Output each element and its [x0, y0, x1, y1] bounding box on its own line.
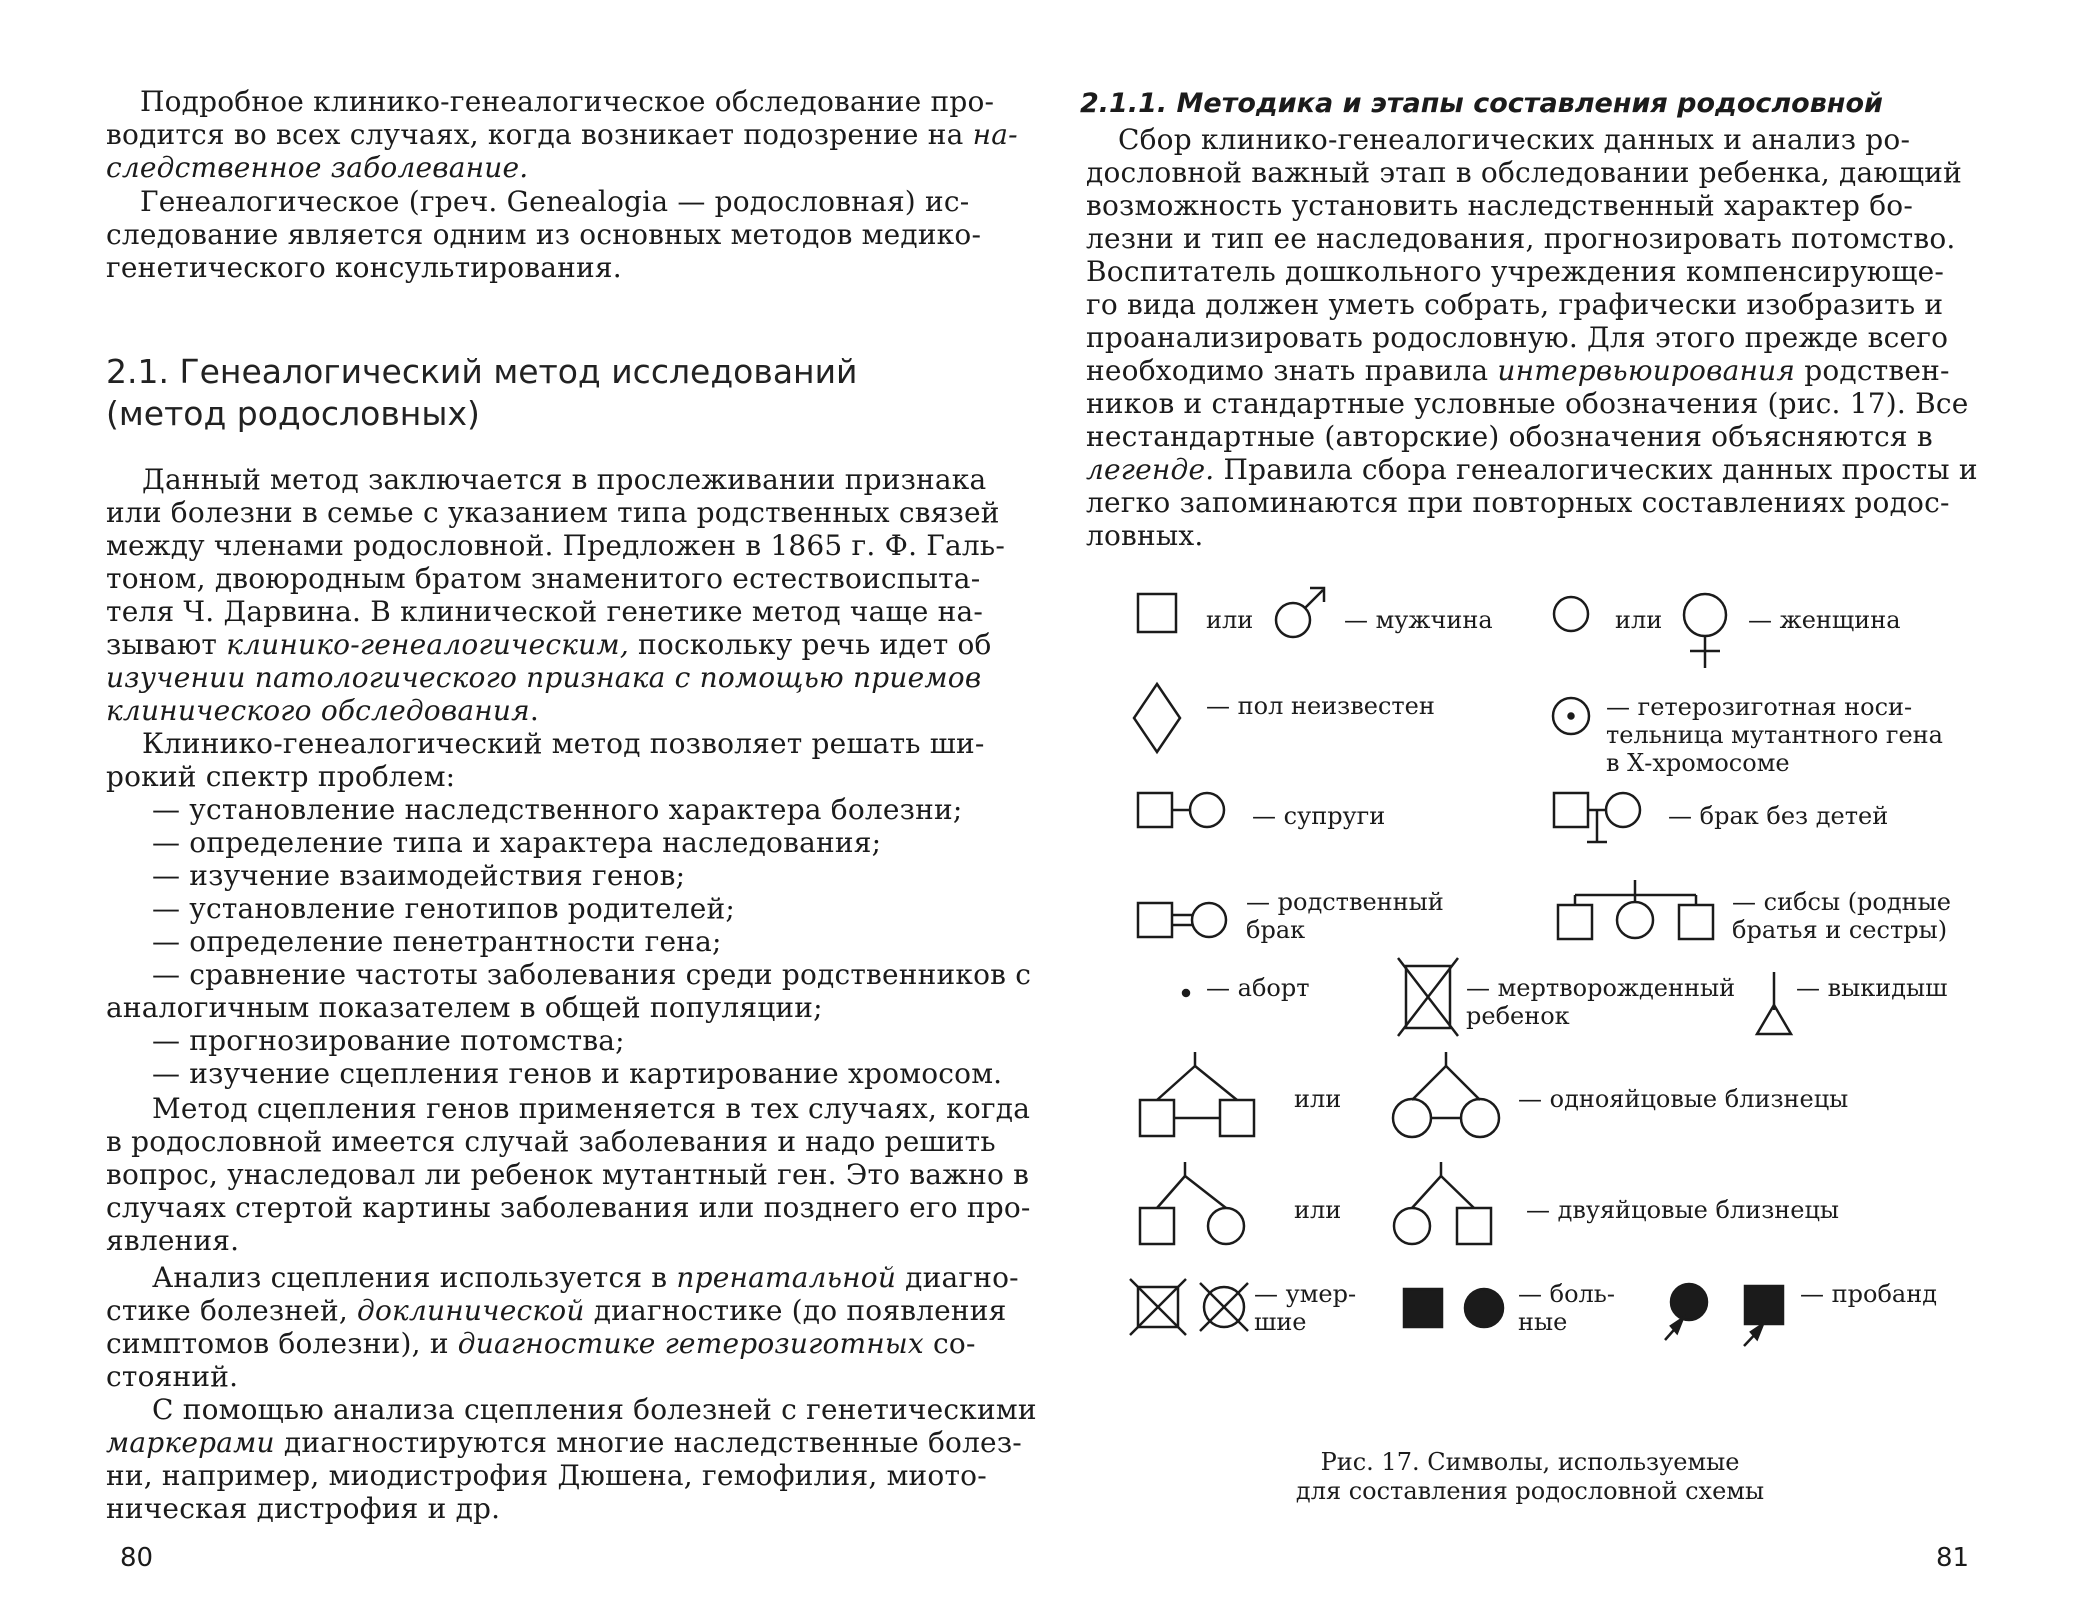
subsection-title: 2.1.1. Методика и этапы составления родословной — [1080, 88, 1883, 119]
para1-line-2: или болезни в семье с указанием типа родственных связей — [106, 496, 1000, 529]
childless-marriage-icon — [1554, 793, 1640, 842]
body-line-10: нестандартные (авторские) обозначения объясняются в — [1086, 420, 1933, 453]
body-line-1: Сбор клинико-генеалогических данных и анализ ро- — [1118, 123, 1911, 156]
mono-twins-label: — однояйцовые близнецы — [1518, 1085, 1849, 1113]
spouses-icon — [1138, 793, 1224, 827]
siblings-label-1: — сибсы (родные — [1732, 888, 1951, 916]
di-twins-circle-square-icon — [1394, 1162, 1491, 1244]
para1-line-4: тоном, двоюродным братом знаменитого естествоиспыта- — [106, 562, 981, 595]
page-number-left: 80 — [120, 1543, 154, 1573]
stillborn-label-2: ребенок — [1466, 1002, 1570, 1030]
list-item: аналогичным показателем в общей популяции; — [106, 991, 823, 1024]
affected-label-1: — боль- — [1518, 1280, 1615, 1308]
list-item: — определение типа и характера наследования; — [152, 826, 882, 859]
list-item: — определение пенетрантности гена; — [152, 925, 722, 958]
section-title-line-2: (метод родословных) — [106, 394, 480, 433]
para3-line-2: в родословной имеется случай заболевания и надо решить — [106, 1125, 996, 1158]
para3-line-5: явления. — [106, 1224, 240, 1257]
sex-unknown-label: — пол неизвестен — [1206, 692, 1435, 720]
para1-line-1: Данный метод заключается в прослеживании признака — [142, 463, 987, 496]
di-twins-label: — двуяйцовые близнецы — [1526, 1196, 1840, 1224]
intro-line-1: Подробное клинико-генеалогическое обследование про- — [140, 85, 995, 118]
consanguineous-label-2: брак — [1246, 916, 1306, 944]
affected-square-icon — [1404, 1289, 1442, 1327]
spouses-label: — супруги — [1252, 802, 1386, 830]
para2-line-2: рокий спектр проблем: — [106, 760, 456, 793]
mono-twins-squares-icon — [1140, 1052, 1254, 1136]
right-page — [1040, 0, 2080, 1621]
body-line-3: возможность установить наследственный характер бо- — [1086, 189, 1914, 222]
or-label: или — [1294, 1085, 1342, 1113]
di-twins-square-circle-icon — [1140, 1162, 1244, 1244]
para1-line-7: изучении патологического признака с помощью приемов — [106, 661, 982, 694]
body-line-8: необходимо знать правила интервьюирования родствен- — [1086, 354, 1950, 387]
para3-line-4: случаях стертой картины заболевания или позднего его про- — [106, 1191, 1031, 1224]
mono-twins-circles-icon — [1393, 1052, 1499, 1137]
carrier-circle-icon — [1553, 698, 1589, 734]
deceased-square-icon — [1130, 1279, 1186, 1335]
or-label: или — [1206, 606, 1254, 634]
para2-line-1: Клинико-генеалогический метод позволяет решать ши- — [142, 727, 985, 760]
body-line-11: легенде. Правила сбора генеалогических данных просты и — [1086, 453, 1978, 486]
para5-line-4: ническая дистрофия и др. — [106, 1492, 501, 1525]
abortion-dot-icon — [1183, 990, 1189, 996]
deceased-circle-icon — [1200, 1283, 1248, 1331]
para4-line-1: Анализ сцепления используется в пренатальной диагно- — [152, 1261, 1019, 1294]
carrier-label-3: в Х-хромосоме — [1606, 749, 1790, 777]
body-line-2: дословной важный этап в обследовании ребенка, дающий — [1086, 156, 1962, 189]
body-line-9: ников и стандартные условные обозначения (рис. 17). Все — [1086, 387, 1969, 420]
intro-line-3: следственное заболевание. — [106, 151, 529, 184]
deceased-label-2: шие — [1254, 1308, 1307, 1336]
list-item: — сравнение частоты заболевания среди родственников с — [152, 958, 1032, 991]
body-line-5: Воспитатель дошкольного учреждения компенсирующе- — [1086, 255, 1945, 288]
intro-line-4: Генеалогическое (греч. Genealogia — родословная) ис- — [140, 185, 970, 218]
male-sign-icon — [1276, 588, 1324, 637]
para5-line-1: С помощью анализа сцепления болезней с генетическими — [152, 1393, 1037, 1426]
or-label: или — [1294, 1196, 1342, 1224]
para3-line-1: Метод сцепления генов применяется в тех случаях, когда — [152, 1092, 1031, 1125]
abortion-label: — аборт — [1206, 974, 1310, 1002]
para1-line-8: клинического обследования. — [106, 694, 539, 727]
siblings-label-2: братья и сестры) — [1732, 916, 1948, 944]
stillborn-label-1: — мертворожденный — [1466, 974, 1736, 1002]
list-item: — прогнозирование потомства; — [152, 1024, 625, 1057]
para1-line-3: между членами родословной. Предложен в 1865 г. Ф. Галь- — [106, 529, 1005, 562]
intro-line-6: генетического консультирования. — [106, 251, 622, 284]
body-line-4: лезни и тип ее наследования, прогнозировать потомство. — [1086, 222, 1956, 255]
carrier-label-1: — гетерозиготная носи- — [1606, 693, 1913, 721]
proband-square-icon — [1744, 1286, 1783, 1346]
list-item: — установление генотипов родителей; — [152, 892, 735, 925]
para5-line-2: маркерами диагностируются многие наследственные болез- — [106, 1426, 1022, 1459]
body-line-13: ловных. — [1086, 519, 1204, 552]
male-square-icon — [1138, 594, 1176, 632]
page-number-right: 81 — [1936, 1543, 1970, 1573]
proband-circle-icon — [1665, 1284, 1707, 1340]
unknown-sex-diamond-icon — [1134, 684, 1180, 752]
affected-label-2: ные — [1518, 1308, 1568, 1336]
consanguineous-marriage-icon — [1138, 903, 1226, 937]
para5-line-3: ни, например, миодистрофия Дюшена, гемофилия, миото- — [106, 1459, 987, 1492]
para3-line-3: вопрос, унаследовал ли ребенок мутантный ген. Это важно в — [106, 1158, 1030, 1191]
body-line-12: легко запоминаются при повторных составлениях родос- — [1086, 486, 1950, 519]
deceased-label-1: — умер- — [1254, 1280, 1357, 1308]
para1-line-6: зывают клинико-генеалогическим, поскольку речь идет об — [106, 628, 992, 661]
para4-line-3: симптомов болезни), и диагностике гетерозиготных со- — [106, 1327, 976, 1360]
body-line-7: проанализировать родословную. Для этого прежде всего — [1086, 321, 1949, 354]
male-label: — мужчина — [1344, 606, 1493, 634]
para4-line-2: стике болезней, доклинической диагностике (до появления — [106, 1294, 1007, 1327]
miscarriage-icon — [1757, 972, 1791, 1034]
stillborn-icon — [1398, 958, 1458, 1036]
proband-label: — пробанд — [1800, 1280, 1937, 1308]
para1-line-5: теля Ч. Дарвина. В клинической генетике метод чаще на- — [106, 595, 984, 628]
or-label: или — [1615, 606, 1663, 634]
female-label: — женщина — [1748, 606, 1901, 634]
miscarriage-label: — выкидыш — [1796, 974, 1948, 1002]
list-item: — установление наследственного характера болезни; — [152, 793, 963, 826]
carrier-label-2: тельница мутантного гена — [1606, 721, 1943, 749]
pedigree-symbols-drawing — [1040, 0, 2080, 1621]
figure-caption-line-2: для составления родословной схемы — [1295, 1477, 1765, 1505]
list-item: — изучение взаимодействия генов; — [152, 859, 686, 892]
siblings-icon — [1558, 880, 1713, 939]
section-title-line-1: 2.1. Генеалогический метод исследований — [106, 352, 858, 391]
consanguineous-label-1: — родственный — [1246, 888, 1444, 916]
figure-caption-line-1: Рис. 17. Символы, используемые — [1320, 1448, 1740, 1476]
affected-circle-icon — [1465, 1289, 1503, 1327]
female-circle-icon — [1554, 597, 1588, 631]
intro-line-5: следование является одним из основных методов медико- — [106, 218, 982, 251]
female-sign-icon — [1684, 594, 1726, 668]
body-line-6: го вида должен уметь собрать, графически изобразить и — [1086, 288, 1944, 321]
intro-line-2: водится во всех случаях, когда возникает подозрение на на- — [106, 118, 1018, 151]
childless-label: — брак без детей — [1668, 802, 1889, 830]
list-item: — изучение сцепления генов и картирование хромосом. — [152, 1057, 1003, 1090]
para4-line-4: стояний. — [106, 1360, 239, 1393]
